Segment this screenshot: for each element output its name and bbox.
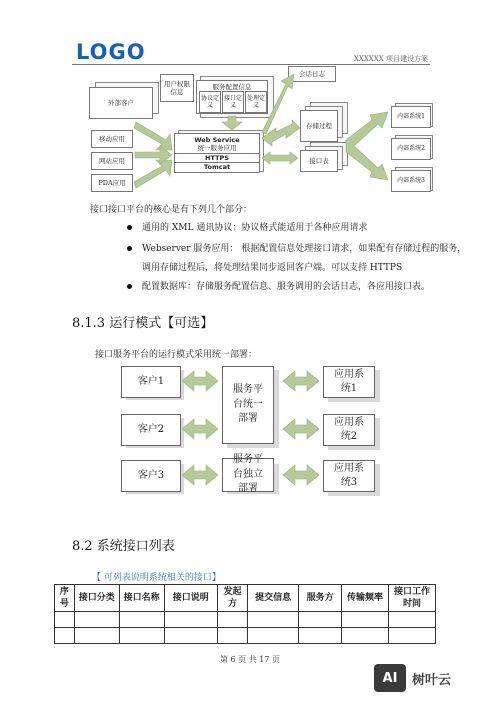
internal-system-3: 内部系统3 bbox=[391, 170, 431, 192]
bullet-1 bbox=[127, 225, 132, 230]
user-permission-box: 用户权限信息 bbox=[160, 74, 194, 102]
service-config-box: 服务配置信息 bbox=[196, 80, 268, 114]
col-description: 接口说明 bbox=[164, 585, 217, 612]
mode-description: 接口服务平台的运行模式采用统一部署： bbox=[95, 350, 258, 360]
arrow-to-interface-table bbox=[262, 152, 298, 164]
table-header-row bbox=[55, 585, 436, 612]
internal-system-1: 内部系统1 bbox=[391, 106, 431, 128]
arrow-client1-platform bbox=[182, 371, 218, 391]
arrow-platform-app2 bbox=[283, 419, 319, 439]
https-box: HTTPS bbox=[174, 153, 260, 164]
internal-system-2: 内部系统2 bbox=[391, 138, 431, 160]
col-category: 接口分类 bbox=[74, 585, 119, 612]
app-system-2-box: 应用系统2 bbox=[323, 414, 375, 446]
arrow-platform-app3 bbox=[283, 465, 319, 485]
interface-table bbox=[54, 584, 436, 644]
webservice-label: Web Service bbox=[194, 135, 240, 144]
table-row bbox=[55, 612, 436, 628]
arrow-to-internal-systems bbox=[346, 112, 388, 180]
architecture-arrows bbox=[0, 0, 500, 210]
session-log-box: 会话日志 bbox=[288, 66, 336, 82]
watermark-badge: AI bbox=[374, 664, 406, 692]
mobile-app-box: 移动应用 bbox=[91, 130, 133, 148]
page-footer: 第 6 页 共 17 页 bbox=[220, 655, 280, 664]
interface-def-box: 接口定义 bbox=[222, 91, 244, 113]
bullet-2-text: Webserver 服务应用： 根据配置信息处理接口请求，如果配有存储过程的服务， bbox=[142, 244, 467, 254]
arrow-to-session-log bbox=[262, 74, 294, 134]
col-initiator: 发起方 bbox=[217, 585, 247, 612]
interface-table-box: 接口表 bbox=[300, 150, 338, 172]
arrow-client2-platform bbox=[182, 419, 218, 439]
deployment-arrows bbox=[0, 360, 500, 500]
tomcat-box: Tomcat bbox=[174, 162, 260, 173]
col-frequency: 传输频率 bbox=[342, 585, 389, 612]
col-index: 序号 bbox=[55, 585, 75, 612]
pda-app-box: PDA应用 bbox=[91, 174, 133, 192]
bullet-2 bbox=[127, 246, 132, 251]
arrow-config-down bbox=[222, 116, 242, 130]
client-2-box: 客户2 bbox=[121, 414, 181, 446]
section-heading-8-1-3: 8.1.3 运行模式【可选】 bbox=[72, 316, 214, 331]
col-work-time: 接口工作时间 bbox=[388, 585, 435, 612]
arrow-platform-app1 bbox=[283, 371, 319, 391]
table-row bbox=[55, 628, 436, 644]
process-def-box: 处理定义 bbox=[245, 91, 267, 113]
arrow-client3-platform bbox=[182, 465, 218, 485]
arrow-in-upper bbox=[134, 122, 172, 150]
platform-independent-box: 服务平台独立部署 bbox=[222, 458, 274, 492]
logo: LOGO bbox=[76, 40, 146, 64]
bullet-2-text-cont: 调用存储过程后，将处理结果同步返回客户端。可以支持 HTTPS bbox=[142, 263, 403, 273]
client-3-box: 客户3 bbox=[121, 460, 181, 492]
bullet-3-text: 配置数据库：存储服务配置信息、服务调用的会话日志，各应用接口表。 bbox=[142, 282, 431, 292]
intro-text: 接口接口平台的核心是有下列几个部分： bbox=[90, 205, 253, 215]
app-system-1-box: 应用系统1 bbox=[323, 366, 375, 398]
document-title: XXXXXX 项目建设方案 bbox=[353, 55, 428, 63]
watermark bbox=[374, 664, 482, 692]
platform-unified-box: 服务平台统一部署 bbox=[222, 366, 274, 444]
table-note: 【 可列表说明系统相关的接口】 bbox=[92, 573, 221, 583]
website-app-box: 网站应用 bbox=[91, 152, 133, 170]
section-heading-8-2: 8.2 系统接口列表 bbox=[72, 539, 175, 554]
unified-app-label: 统一服务应用 bbox=[197, 144, 237, 152]
bullet-1-text: 通用的 XML 通讯协议：协议格式能适用于各种应用请求 bbox=[142, 223, 368, 233]
stored-proc-box: 存储过程 bbox=[300, 110, 338, 142]
arrow-in-lower bbox=[134, 160, 172, 188]
bullet-3 bbox=[127, 284, 132, 289]
external-client-box: 外部客户 bbox=[89, 87, 153, 119]
watermark-name: 树叶云 bbox=[412, 672, 452, 688]
client-1-box: 客户1 bbox=[121, 366, 181, 398]
protocol-def-box: 协议定义 bbox=[199, 91, 221, 113]
col-name: 接口名称 bbox=[119, 585, 164, 612]
app-system-3-box: 应用系统3 bbox=[323, 460, 375, 492]
col-provider: 服务方 bbox=[299, 585, 342, 612]
col-submit-info: 提交信息 bbox=[248, 585, 299, 612]
